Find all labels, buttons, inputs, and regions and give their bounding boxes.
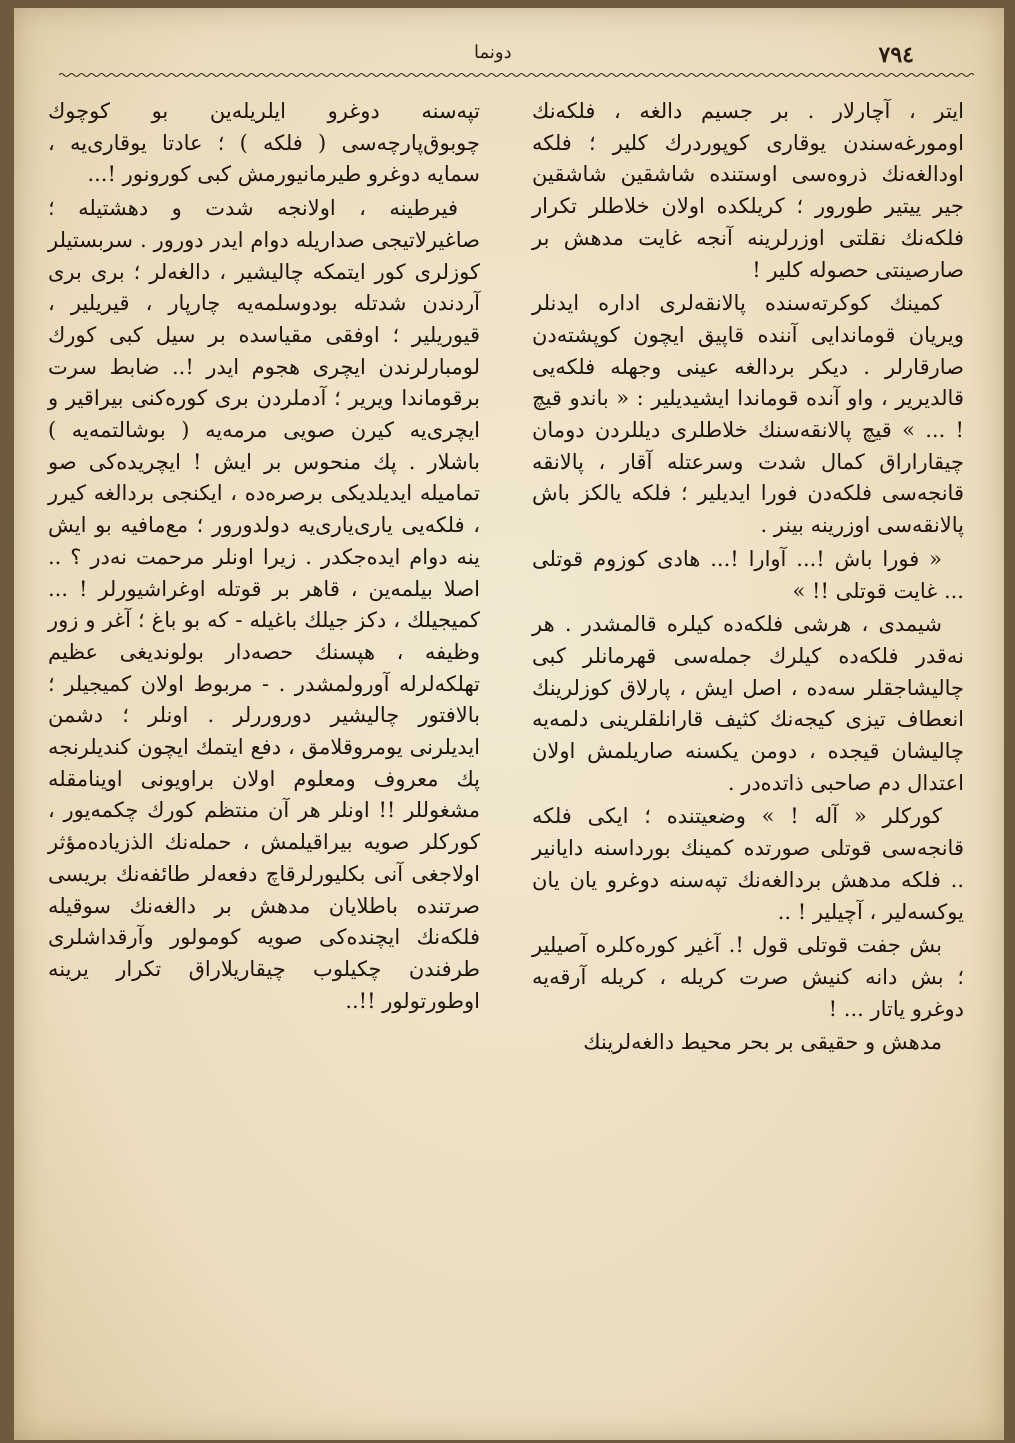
page-number: ٧٩٤ (878, 42, 914, 68)
paragraph: شیمدی ، هرشی فلکه‌ده کیلره قالمشدر . هر نه‌قدر فلکه‌ده کیلرك جمله‌سی قهرمانلر کبی چالیشاجقلر سه‌ده ، اصل ایش ، پارلاق کوزلرینك انعطاف تیزی کیجه‌نك کثیف قارانلقلرینی دلمه‌یه چالیشان قیجده ، دومن یکسنه صاریلمش اولان اعتدال دم صاحبی ذاتده‌در . (532, 612, 964, 795)
running-title: دونما (474, 42, 512, 63)
paragraph: تپه‌سنه دوغرو ایلریله‌ین بو کوچوك چوبوق‌پارچه‌سی ( فلکه ) ؛ عادتا یوقاری‌یه ، سمایه دوغرو طیرمانیورمش کبی کورونور !... (48, 99, 480, 187)
left-text-column (48, 96, 480, 1390)
paragraph: « فورا باش !... آوارا !... هادی کوزوم قوتلی ... غایت قوتلی !! » (532, 546, 964, 603)
right-text-column (532, 96, 964, 1390)
header-wavy-rule (59, 72, 974, 78)
paragraph: فیرطینه ، اولانجه شدت و دهشتیله ؛ صاغیرلاتیجی صداریله دوام ایدر دورور . سربستیلر کوزلری کور ایتمکه چالیشیر ، دالغه‌لر ؛ بری بری آردندن شدتله بودوسلمه‌یه چارپار ، قیریلیر ، قیوریلیر ؛ اوفقی مقیاسده بر سیل کبی کورك لومبارلرندن ایچری هجوم ایدر !.. ضابط سرت برقوماندا ویریر ؛ آدملردن بری کوره‌کنی بیراقیر و ایچری‌یه کیرن صویی مرمه‌یه ( بوشالتمه‌یه ) باشلار . پك منحوس بر ایش ! ایچریده‌کی صو تمامیله ایدیلدیکی برصره‌ده ، ایکنجی بردالغه کیرر ، فلکه‌یی یاری‌یاری‌یه دولدورور ؛ مع‌مافیه بو ایش ینه دوام ایده‌جکدر . زیرا اونلر مرحمت نه‌در ؟ .. اصلا بیلمه‌ین ، قاهر بر قوتله اوغراشیورلر ! ... کمیجیلك ، دکز جیلك باغیله - که بو باغ ؛ آغر و زور وظیفه ، هپسنك حصه‌دار بولوندیغی عظیم تهلکه‌لرله آورولمشدر . - مربوط اولان کمیجیلر ؛ بالافتور چالیشیر دوروررلر . اونلر ؛ دشمن ایدیلرنی یومروقلامق ، دفع ایتمك ایچون کندیلرنجه پك معروف ومعلوم اولان براویونی اوینامقله مشغوللر !! اونلر هر آن منتظم کورك چکمه‌یور ، کورکلر صویه بیراقیلمش ، حمله‌نك الذزیاده‌مؤثر اولاجغی آنی بکلیورلرقاچ دفعه‌لر طائفه‌نك بریسی صرتنده باطلایان مدهش بر دالغه‌نك سوقیله فلکه‌نك ایچنده‌کی صویه کومولور وآرقداشلری طرفندن چکیلوب چیقاریلاراق تکرار یرینه اوطورتولور !!.. (48, 196, 480, 1013)
page-header (64, 36, 954, 76)
paragraph: مدهش و حقیقی بر بحر محیط دالغه‌لرینك (583, 1030, 942, 1055)
paragraph: بش جفت قوتلی قول !. آغیر کوره‌کلره آصیلیر ؛ بش دانه کنیش صرت کریله ، کریله آرقه‌یه دوغرو یاتار ... ! (532, 933, 964, 1021)
paragraph: کمینك کوکرته‌سنده پالانقه‌لری اداره ایدنلر ویریان قوماندایی آننده قاپیق ایچون کوپشته‌دن صارقارلر . دیکر بردالغه عینی وجهله فلکه‌یی قالدیریر ، واو آنده قوماندا ایشیدیلیر : « باندو قیچ ! ... » قیچ پالانقه‌سنك خلاطلری دیللردن دومان چیقاراراق کمال شدت وسرعتله آقار ، پالانقه قانجه‌سی فلکه‌دن فورا ایدیلیر ؛ فلکه یالکز باش پالانقه‌سی اوزرینه بینر . (532, 291, 964, 538)
paragraph: ایتر ، آچارلار . بر جسیم دالغه ، فلکه‌نك اومورغه‌سندن یوقاری کوپوردرك کلیر ؛ فلکه اودالغه‌نك ذروه‌سی اوستنده شاشقین شاشقین جیر ییتیر طورور ؛ کریلکده اولان خلاطلر تکرار فلکه‌نك نقلتی اوزرلرینه آنجه غایت مدهش بر صارصینتی حصوله کلیر ! (532, 99, 964, 282)
book-page (14, 8, 1004, 1440)
paragraph: کورکلر « آله ! » وضعیتنده ؛ ایکی فلکه قانجه‌سی قوتلی صورتده کمینك بورداسنه دایانیر .. فلکه مدهش بردالغه‌نك تپه‌سنه دوغرو یان یان یوکسه‌لیر ، آچیلیر ! .. (532, 804, 965, 924)
